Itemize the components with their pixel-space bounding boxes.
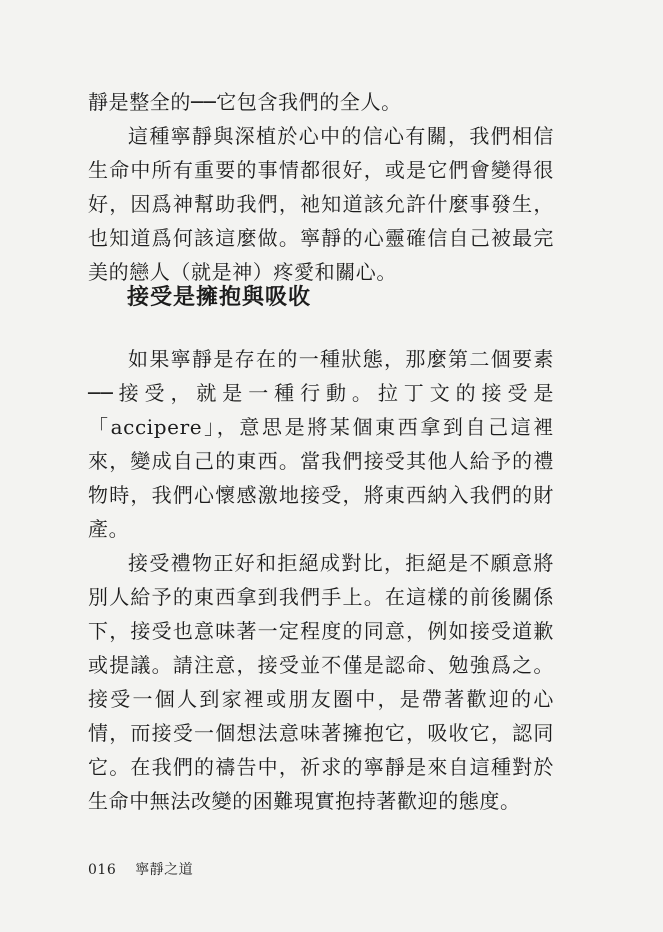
top-text-block [88, 85, 554, 289]
continued-paragraph: 靜是整全的──它包含我們的全人。 [88, 90, 402, 114]
paragraph: 這種寧靜與深植於心中的信心有關，我們相信生命中所有重要的事情都很好，或是它們會變得很好，因爲神幫助我們，祂知道該允許什麼事發生，也知道爲何該這麼做。寧靜的心靈確信自己被最完美的戀人（就是神）疼愛和關心。 [88, 124, 554, 284]
main-text-block [88, 342, 554, 818]
page-footer [88, 859, 193, 879]
paragraph: 如果寧靜是存在的一種狀態，那麼第二個要素──接受，就是一種行動。拉丁文的接受是「accipere」，意思是將某個東西拿到自己這裡來，變成自己的東西。當我們接受其他人給予的禮物時，我們心懷感激地接受，將東西納入我們的財產。 [88, 347, 554, 541]
page-number: 016 [88, 862, 117, 878]
section-heading: 接受是擁抱與吸收 [127, 284, 312, 310]
paragraph: 接受禮物正好和拒絕成對比，拒絕是不願意將別人給予的東西拿到我們手上。在這樣的前後關係下，接受也意味著一定程度的同意，例如接受道歉或提議。請注意，接受並不僅是認命、勉強爲之。接受一個人到家裡或朋友圈中，是帶著歡迎的心情，而接受一個想法意味著擁抱它，吸收它，認同它。在我們的禱告中，祈求的寧靜是來自這種對於生命中無法改變的困難現實抱持著歡迎的態度。 [88, 551, 554, 813]
running-title: 寧靜之道 [135, 862, 194, 878]
